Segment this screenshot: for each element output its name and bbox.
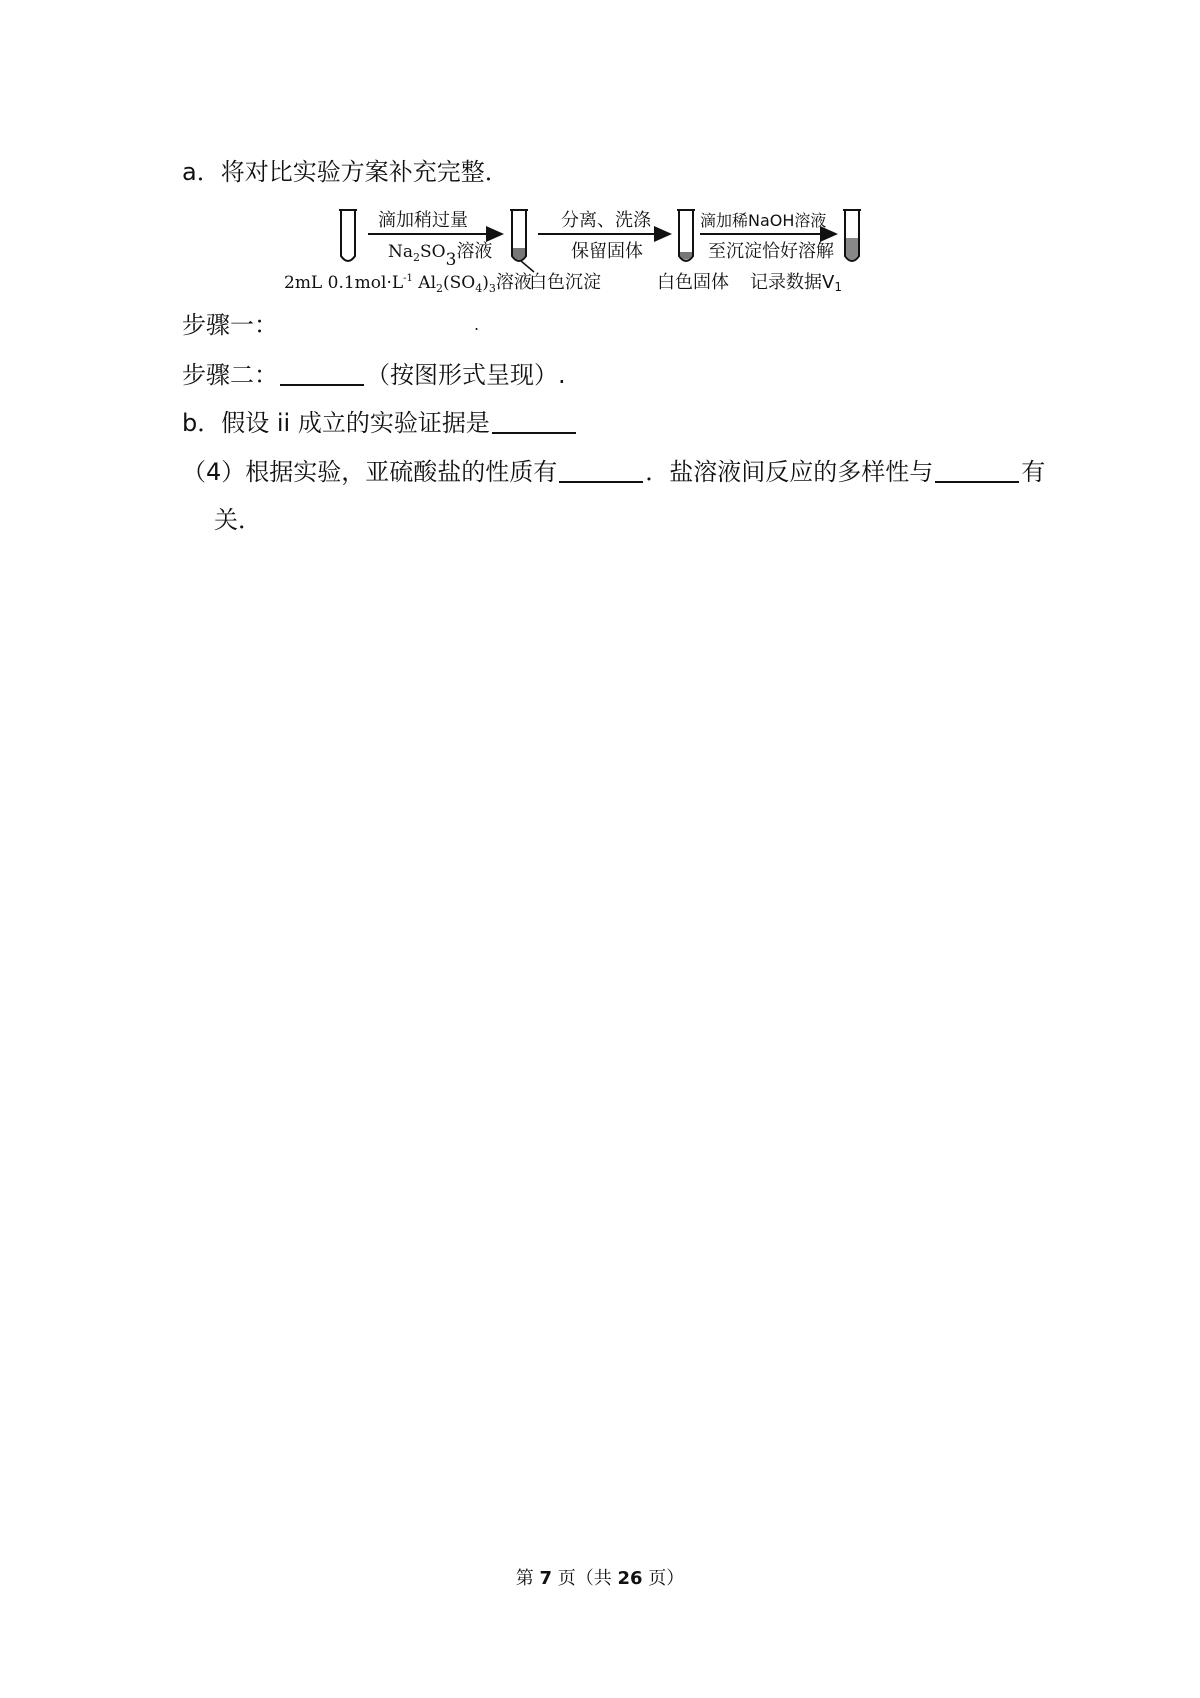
footer-pre: 第 [515,1568,540,1589]
tube-4-label: 记录数据V1 [750,272,842,294]
q4-end: 有 [1021,458,1046,486]
item-b-text: b．假设 ii 成立的实验证据是 [182,409,490,437]
test-tube-1-icon [339,210,357,261]
experiment-diagram-svg [276,204,876,304]
step-1-line [182,308,278,342]
test-tube-4-icon [843,210,861,261]
footer-page-number: 7 [539,1568,552,1589]
step-2-tail: （按图形式呈现）. [366,361,566,389]
step-2-line [182,358,566,392]
tube-3-label: 白色固体 [657,272,729,293]
q4-blank-1[interactable] [559,459,643,483]
item-b-blank[interactable] [492,410,576,434]
arrow-1-bottom-label: $Na_2SO3$溶液 [388,241,493,270]
item-b-line [182,406,578,440]
step-2-label: 步骤二： [182,361,278,389]
footer-total-pages: 26 [617,1568,643,1589]
test-tube-3-icon [677,210,695,261]
page-footer [0,1566,1200,1592]
q4-blank-2[interactable] [935,459,1019,483]
step-1-label: 步骤一： [182,311,278,339]
arrow-2-top-label: 分离、洗涤 [561,210,651,231]
q4-line [182,455,1045,489]
tube-1-label: 2mL $0.1mol\cdot L^{-1}$ $Al_2(SO_4)_3$溶液 [284,272,532,295]
arrow-1-top-label: 滴加稍过量 [378,210,468,231]
footer-mid: 页（共 [552,1568,618,1589]
experiment-diagram [276,204,876,304]
test-tube-2-icon [510,210,534,272]
arrow-2-bottom-label: 保留固体 [571,241,643,262]
arrow-3-top-label: 滴加稀NaOH溶液 [700,211,827,230]
arrow-3-bottom-label: 至沉淀恰好溶解 [708,241,834,262]
q4-mid: ．盐溶液间反应的多样性与 [645,458,934,486]
step-1-dot: . [474,315,480,334]
footer-post: 页） [642,1568,685,1589]
q4-continuation: 关． [214,506,262,534]
tube-2-label: 白色沉淀 [529,272,601,293]
q4-prefix: （4）根据实验，亚硫酸盐的性质有 [182,458,558,486]
item-a-text: a．将对比实验方案补充完整． [182,158,509,186]
step-2-blank[interactable] [280,362,364,386]
